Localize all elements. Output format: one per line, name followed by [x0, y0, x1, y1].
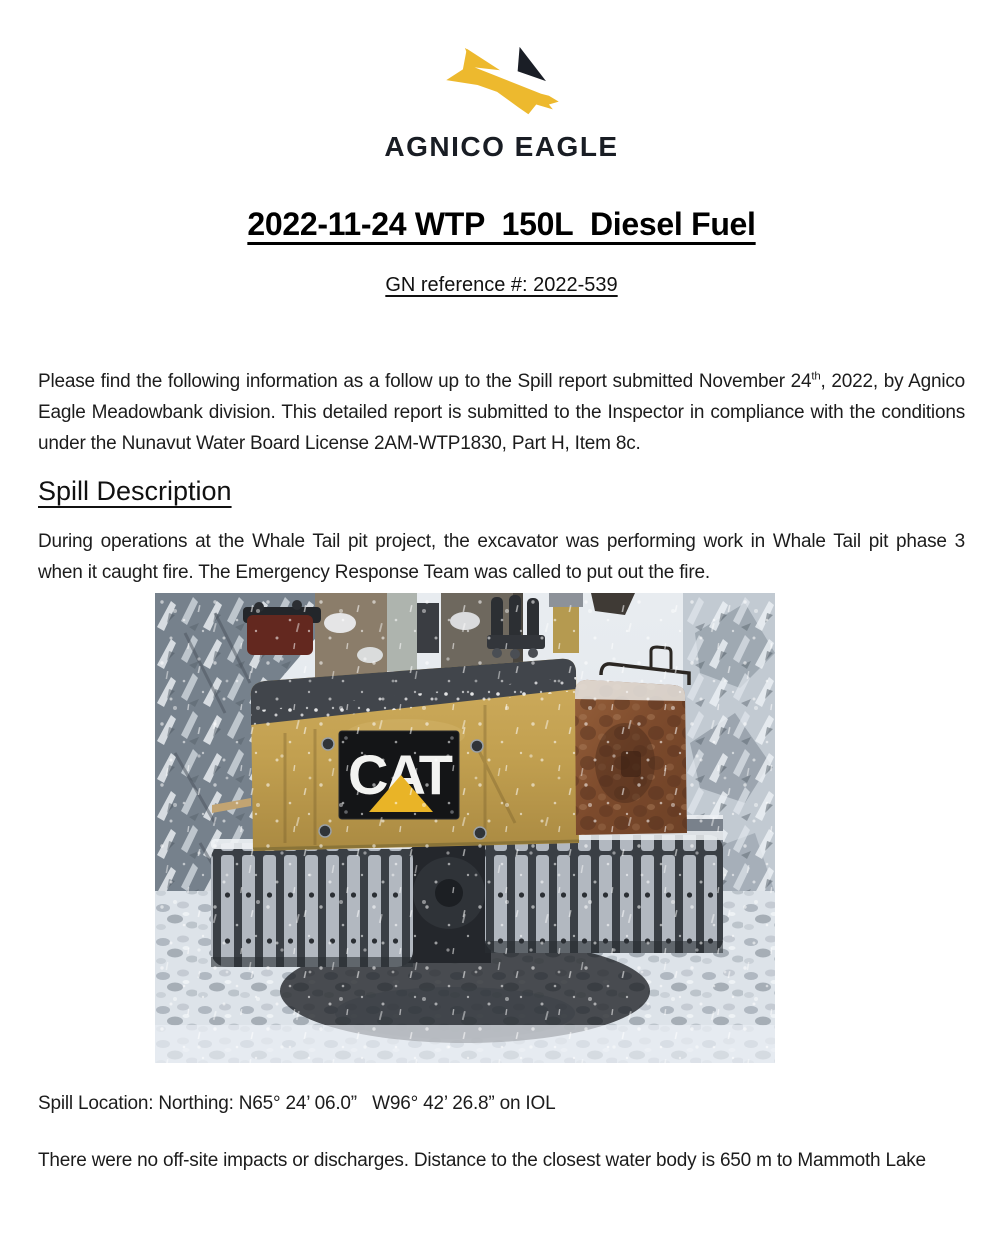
intro-text-end: , 2022, by Agnico Eagle Meadowbank division. This detailed report is submitted to the Inspector in compliance with the conditions under the Nunavut Water Board License 2AM-WTP1830, Part H, Item 8c.	[38, 371, 966, 454]
brand-name: AGNICO EAGLE	[384, 131, 619, 162]
ordinal-suffix: th	[811, 370, 821, 383]
spill-location-line: Spill Location: Northing: N65° 24’ 06.0” W96° 42’ 26.8” on IOL	[38, 1093, 556, 1114]
report-page	[0, 40, 1000, 1176]
snowfall-overlay-2	[155, 593, 775, 1063]
spill-description-heading: Spill Description	[38, 476, 232, 506]
spill-description-paragraph: During operations at the Whale Tail pit project, the excavator was performing work in Whale Tail pit phase 3 when it caught fire. The Emergency Response Team was called to put out the fire.	[38, 531, 965, 583]
spill-photo	[155, 593, 775, 1063]
spill-photo-image	[155, 593, 775, 1063]
agnico-eagle-logo-icon	[442, 40, 562, 128]
intro-text-start: Please find the following information as a follow up to the Spill report submitted November 24	[38, 371, 812, 392]
brand-header	[38, 40, 965, 164]
intro-paragraph	[38, 366, 965, 459]
gn-reference: GN reference #: 2022-539	[385, 274, 618, 296]
document-title: 2022-11-24 WTP 150L Diesel Fuel	[247, 206, 756, 242]
closing-line: There were no off-site impacts or discharges. Distance to the closest water body is 650 m to Mammoth Lake	[38, 1150, 926, 1171]
